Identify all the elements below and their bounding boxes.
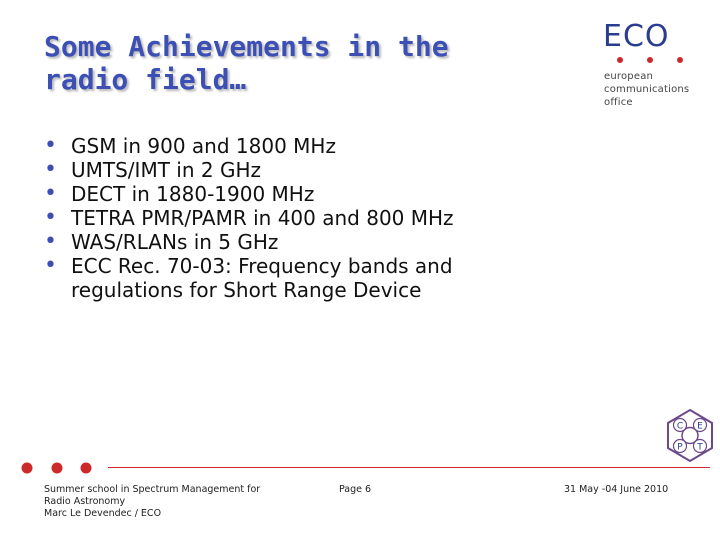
slide-title bbox=[44, 30, 544, 96]
eco-wordmark: ECO bbox=[603, 19, 670, 54]
slide-title-line-1: Some Achievements in the bbox=[44, 30, 449, 63]
bullet-item: • GSM in 900 and 1800 MHz bbox=[44, 134, 564, 158]
decorative-dot-3 bbox=[81, 463, 92, 474]
eco-logo-text bbox=[604, 70, 689, 109]
eco-wordmark-graphic bbox=[598, 18, 708, 70]
cept-logo-graphic bbox=[666, 408, 714, 463]
footer-event-line-3: Marc Le Devendec / ECO bbox=[44, 508, 162, 519]
eco-logo-line-3: office bbox=[604, 97, 633, 108]
cept-letter-p: P bbox=[677, 442, 683, 453]
decorative-dot-1 bbox=[22, 463, 33, 474]
decorative-dot-2 bbox=[52, 463, 63, 474]
eco-logo-line-2: communications bbox=[604, 84, 690, 95]
bullet-item: • DECT in 1880-1900 MHz bbox=[44, 182, 564, 206]
decorative-dots bbox=[20, 458, 95, 478]
eco-logo-line-1: european bbox=[604, 71, 654, 82]
eco-logo-dot-2 bbox=[647, 57, 653, 63]
cept-logo-outline bbox=[668, 410, 712, 461]
bullet-item: • ECC Rec. 70-03: Frequency bands and regulations for Short Range Device bbox=[44, 254, 564, 302]
cept-letter-e: E bbox=[697, 421, 703, 432]
cept-logo bbox=[666, 408, 714, 463]
footer-event-info bbox=[44, 484, 304, 520]
bullet-item: • UMTS/IMT in 2 GHz bbox=[44, 158, 564, 182]
footer-divider bbox=[108, 467, 710, 468]
cept-letter-c: C bbox=[676, 421, 684, 432]
bullet-item: • TETRA PMR/PAMR in 400 and 800 MHz bbox=[44, 206, 564, 230]
slide-title-line-2: radio field… bbox=[44, 63, 247, 96]
footer-event-line-2: Radio Astronomy bbox=[44, 496, 126, 507]
footer-date: 31 May -04 June 2010 bbox=[564, 484, 669, 495]
footer-page-number: Page 6 bbox=[339, 484, 372, 495]
achievements-list bbox=[44, 134, 564, 302]
bullet-item: • WAS/RLANs in 5 GHz bbox=[44, 230, 564, 254]
cept-letter-t: T bbox=[697, 442, 703, 453]
eco-logo bbox=[598, 18, 708, 118]
eco-logo-dot-3 bbox=[677, 57, 683, 63]
footer-event-line-1: Summer school in Spectrum Management for bbox=[44, 484, 261, 495]
eco-logo-dot-1 bbox=[617, 57, 623, 63]
